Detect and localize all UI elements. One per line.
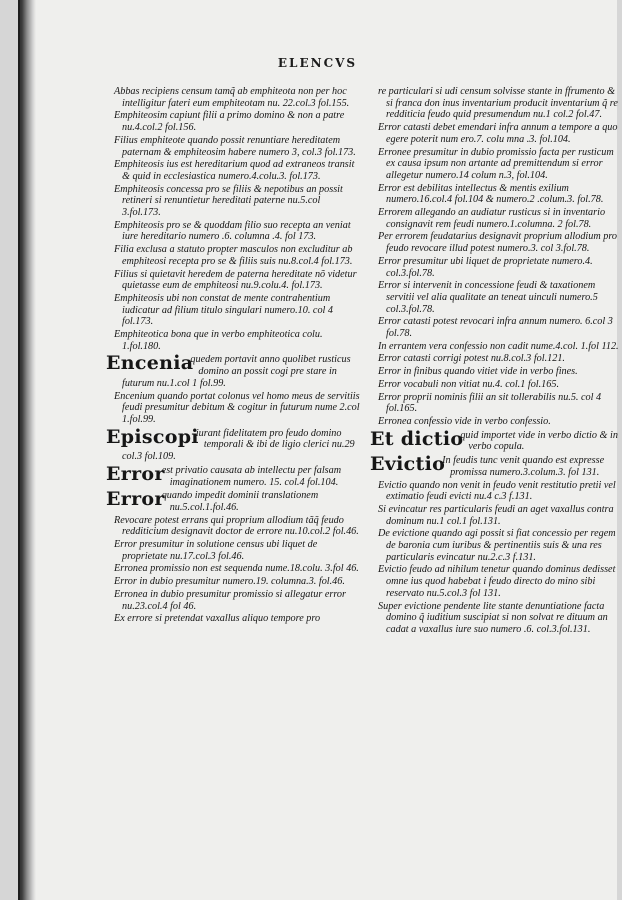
index-entry [378, 379, 622, 391]
index-entry [114, 589, 360, 612]
index-entry [114, 576, 360, 588]
index-entry-text: Evictio quando non venit in feudo venit restitutio pretii vel extimatio feudi evicti nu.4 c.3 f.131. [378, 479, 616, 503]
page-gutter-shadow [18, 0, 36, 900]
index-entry-text: In errantem vera confessio non cadit nume.4.col. 1.fol 112. [378, 340, 619, 352]
index-headword: Enceniа [106, 352, 194, 375]
index-entry [114, 329, 360, 352]
index-entry [378, 231, 622, 254]
index-entry-text: Emphiteosis concessa pro se filiis & nepotibus an possit retineri si renuntietur hereditati paterne nu.5.col 3.fol.173. [114, 183, 343, 219]
index-entry [114, 539, 360, 562]
index-entry-text: Error in dubio presumitur numero.19. columna.3. fol.46. [114, 576, 345, 588]
index-entry [114, 86, 360, 109]
index-entry [378, 256, 622, 279]
index-entry [106, 425, 360, 463]
index-entry-text: Super evictione pendente lite stante denuntiatione facta domino q̃ iuditium suscipiat si non solvat re dituum an cadat a vaxallus iure suo numero .6. col.3.fol.131. [378, 600, 608, 635]
index-entry [378, 416, 622, 428]
index-entry [106, 488, 360, 513]
index-column-left [106, 86, 360, 626]
index-entry [378, 353, 622, 365]
index-headword: Error [106, 462, 165, 485]
index-headword: Error [106, 488, 165, 511]
index-entry [114, 515, 360, 538]
index-entry-text: Error proprii nominis filii an sit tollerabilis nu.5. col 4 fol.165. [378, 391, 602, 415]
index-entry-text: Error catasti potest revocari infra annum numero. 6.col 3 fol.78. [378, 316, 613, 340]
index-entry [114, 293, 360, 328]
index-entry [370, 453, 622, 478]
index-entry-text: Erronea in dubio presumitur promissio si allegatur error nu.23.col.4 fol 46. [114, 588, 346, 612]
index-entry [106, 352, 360, 389]
index-entry-text: Error si intervenit in concessione feudi & taxationem servitii vel alia qualitate an teneat uinculi numero.5 col.3.fol.78. [378, 280, 598, 315]
index-headword: Et dictio [370, 427, 464, 450]
index-entry-text: quando impedit dominii translationem nu.5.col.1.fol.46. [161, 490, 319, 513]
index-column-right [370, 86, 622, 637]
index-headword: Episcopi [106, 425, 199, 448]
index-entry-text: Erronee presumitur in dubio promissio facta per rusticum ex causa ipsum non artante ad premittendum si error allegetur numero.14 colum n.3, fol.104. [378, 146, 614, 181]
index-entry [114, 110, 360, 133]
index-entry-text: Filius si quietavit heredem de paterna hereditate nõ videtur quietasse eum de emphiteosi nu.9.colu.4. fol.173. [114, 268, 357, 292]
index-entry-text: Abbas recipiens censum tamq̃ ab emphiteota non per hoc intelligitur fateri eum emphiteotam nu. 22.col.3 fol.155. [114, 86, 350, 109]
index-entry [378, 316, 622, 339]
index-entry [114, 269, 360, 292]
index-entry-text: Encenium quando portat colonus vel homo meus de servitiis feudi presumitur debitum & cogitur in futurum nume 2.col 1.fol.99. [114, 390, 360, 425]
index-entry-text: Filia exclusa a statuto propter masculos non excluditur ab emphiteosi recepta pro se & filiis suis nu.8.col.4 fol.173. [114, 244, 353, 267]
index-entry [114, 391, 360, 426]
index-entry [378, 528, 622, 563]
index-entry [114, 159, 360, 182]
index-entry-text: Emphiteosim capiunt filii a primo domino & non a patre nu.4.col.2 fol.156. [114, 110, 345, 134]
index-entry-text: iurant fidelitatem pro feudo domino temporali & ibi de ligio clerici nu.29 col.3 fol.109. [122, 427, 355, 463]
index-entry [370, 427, 622, 453]
index-entry [114, 244, 360, 267]
index-entry-text: Error in finibus quando vitiet vide in verbo fines. [378, 366, 578, 378]
index-entry [114, 220, 360, 243]
index-entry-text: Error presumitur in solutione census ubi liquet de proprietate nu.17.col.3 fol.46. [114, 539, 318, 562]
index-entry-text: Si evincatur res particularis feudi an aget vaxallus contra dominum nu.1 col.1 fol.131. [378, 503, 614, 527]
index-entry-text: Filius emphiteote quando possit renuntiare hereditatem paternam & emphiteosim habere numero 3, col.3 fol.173. [114, 134, 356, 158]
index-entry-text: Emphiteosis ius est hereditarium quod ad extraneos transit & quid in ecclesiastica numero.4.colu.3. fol.173. [114, 159, 355, 182]
binding-edge [18, 0, 20, 900]
index-entry-text: quid importet vide in verbo dictio & in verbo copula. [460, 429, 618, 453]
index-entry [378, 480, 622, 503]
index-entry-text: Ex errore si pretendat vaxallus aliquo tempore pro [114, 613, 321, 625]
index-entry-text: In feudis tunc venit quando est expresse promissa numero.3.colum.3. fol 131. [442, 455, 605, 478]
index-entry [378, 366, 622, 378]
index-entry-text: Error catasti corrigi potest nu.8.col.3 fol.121. [378, 353, 565, 365]
index-entry-text: quedem portavit anno quolibet rusticus domino an possit cogi pre stare in futurum nu.1.col 1 fol.99. [122, 354, 351, 389]
index-entry [378, 601, 622, 636]
index-entry [114, 613, 360, 625]
index-entry-text: Revocare potest errans qui proprium allodium tãq̃ feudo redditicium designavit doctor de errore nu.10.col.2 fol.46. [114, 514, 359, 538]
index-entry [114, 135, 360, 158]
index-entry [378, 280, 622, 315]
index-entry [106, 462, 360, 488]
index-entry [378, 564, 622, 599]
index-entry [378, 122, 622, 145]
index-entry-text: Emphiteotica bona que in verbo emphiteotica colu. 1.fol.180. [114, 329, 323, 352]
index-entry-text: est privatio causata ab intellectu per falsam imaginationem numero. 15. col.4 fol.104. [161, 464, 342, 488]
index-entry-text: re particulari si udi censum solvisse stante in ffrumento & si franca don inus inventarium producit inventarium q̃ re redditicia feudo quid presumendum nu.1 col.2 fol.47. [378, 86, 618, 121]
index-entry [378, 341, 622, 353]
index-entry [378, 392, 622, 415]
index-entry-text: Erronea confessio vide in verbo confessio. [378, 415, 551, 427]
index-entry [114, 184, 360, 219]
index-entry [378, 207, 622, 230]
index-entry-text: Errorem allegando an audiatur rusticus si in inventario consignavit rem feudi numero.1.columna. 2 fol.78. [378, 207, 606, 230]
index-entry-text: Evictio feudo ad nihilum tenetur quando dominus dedisset omne ius quod habebat i feudo directo do mino sibi reservato nu.5.col.3 fol 131. [378, 564, 616, 599]
index-entry-text: Error catasti debet emendari infra annum a tempore a quo egere poterit num ero.7. colu mna .3. fol.104. [378, 122, 618, 145]
index-entry-text: Error est debilitas intellectus & mentis exilium numero.16.col.4 fol.104 & numero.2 .colum.3. fol.78. [378, 182, 604, 206]
index-entry-text: Error presumitur ubi liquet de proprietate numero.4. col.3.fol.78. [378, 255, 593, 279]
running-head: ELENCVS [277, 56, 358, 70]
index-entry-text: De evictione quando agi possit si fiat concessio per regem de baronia cum iuribus & pertinentiis suis & una res particularis evincatur nu.2.c.3 f.131. [378, 528, 616, 563]
index-entry-text: Error vocabuli non vitiat nu.4. col.1 fol.165. [378, 378, 560, 390]
index-entry [378, 183, 622, 206]
index-entry [114, 563, 360, 575]
index-entry [378, 147, 622, 182]
index-entry-text: Emphiteosis ubi non constat de mente contrahentium iudicatur ad filium titulo singulari numero.10. col 4 fol.173. [114, 292, 334, 328]
index-entry [378, 504, 622, 527]
index-entry [378, 86, 622, 121]
book-page [18, 0, 617, 900]
index-entry-text: Erronea promissio non est sequenda nume.18.colu. 3.fol 46. [114, 563, 359, 575]
index-entry-text: Per errorem feudatarius designavit proprium allodium pro feudo revocare illud potest numero.3. col 3.fol.78. [378, 231, 618, 255]
index-entry-text: Emphiteosis pro se & quoddam filio suo recepta an veniat iure hereditario numero .6. columna .4. fol 173. [114, 219, 351, 243]
index-headword: Evictio [370, 453, 446, 476]
